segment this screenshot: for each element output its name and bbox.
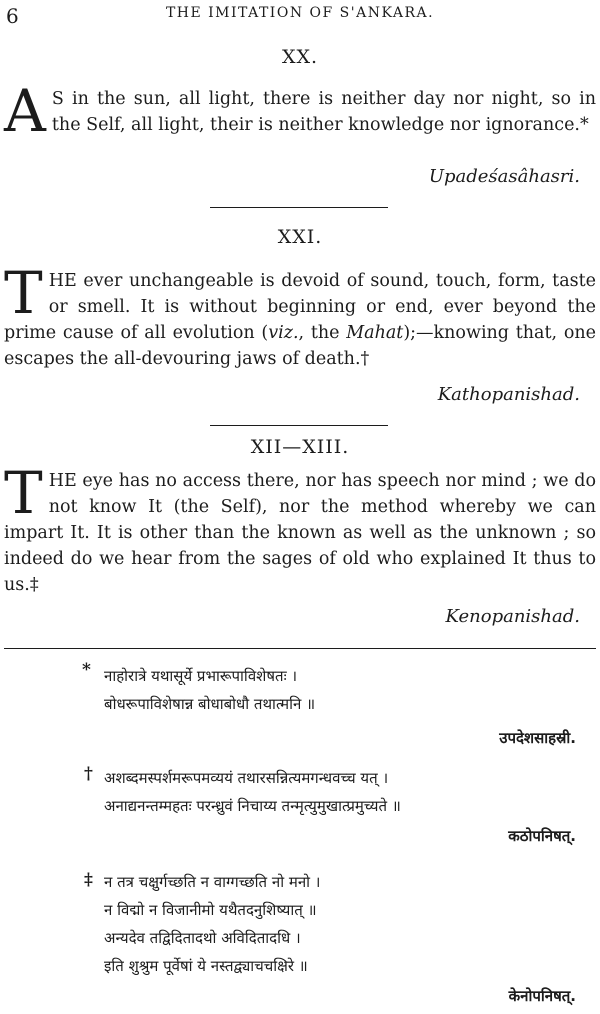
- footnote-mark: *: [82, 660, 91, 680]
- drop-cap: T: [4, 259, 43, 327]
- page-number: 6: [6, 4, 19, 28]
- footnote-source: उपदेशसाहस्री.: [499, 729, 576, 747]
- footnote-separator: [4, 648, 596, 649]
- verse-line: अनाद्यनन्तम्महतः परन्ध्रुवं निचाय्य तन्मृत्युमुखात्प्रमुच्यते ॥: [104, 797, 401, 815]
- section-paragraph-xxi: [4, 259, 596, 372]
- verse-line: बोधरूपाविशेषान्न बोधाबोधौ तथात्मनि ॥: [104, 695, 316, 713]
- paragraph-text: HE eye has no access there, nor has speech nor mind ; we do not know It (the Self), nor the method whereby we can impart It. It is other than the known as well as the unknown ; so indeed do we hear from the sages of old who explained It thus to us.‡: [4, 471, 596, 595]
- verse-line: अशब्दमस्पर्शमरूपमव्ययं तथारसन्नित्यमगन्धवच्च यत् ।: [104, 769, 389, 787]
- footnote-verse: [104, 868, 320, 980]
- source-citation: Kenopanishad.: [445, 606, 580, 627]
- section-paragraph-xx: [4, 77, 596, 145]
- verse-line: न तत्र चक्षुर्गच्छति न वाग्गच्छति नो मनो ।: [104, 873, 321, 891]
- drop-cap: T: [4, 459, 43, 527]
- paragraph-text: , the: [298, 323, 347, 343]
- verse-line: इति शुश्रुम पूर्वेषां ये नस्तद्व्याचचक्षिरे ॥: [104, 957, 308, 975]
- footnote-verse: [104, 764, 401, 820]
- source-citation: Kathopanishad.: [437, 384, 580, 405]
- footnote-source: कठोपनिषत्.: [508, 827, 576, 845]
- footnote-source: केनोपनिषत्.: [508, 987, 576, 1005]
- drop-cap: A: [4, 77, 46, 145]
- italic-term: viz.: [268, 323, 299, 343]
- section-paragraph-xii-xiii: [4, 459, 596, 598]
- paragraph-text: );—knowing that, one escapes the all-devouring jaws of death.†: [4, 323, 596, 369]
- section-heading-xii-xiii: XII—XIII.: [250, 436, 350, 458]
- footnote-verse: [104, 662, 315, 718]
- paragraph-text: HE ever unchangeable is devoid of sound, touch, form, taste or smell. It is without beginning or end, ever beyond the prime cause of all evolution (: [4, 271, 596, 343]
- verse-line: नाहोरात्रे यथासूर्ये प्रभारूपाविशेषतः ।: [104, 667, 298, 685]
- section-heading-xx: XX.: [281, 46, 319, 68]
- running-head: THE IMITATION OF S'ANKARA.: [165, 5, 435, 21]
- verse-line: अन्यदेव तद्विदितादथो अविदितादधि ।: [104, 929, 301, 947]
- footnote-mark: ‡: [84, 870, 93, 890]
- section-divider: [210, 425, 388, 426]
- source-citation: Upadeśasâhasri.: [428, 166, 580, 187]
- paragraph-text: S in the sun, all light, there is neither day nor night, so in the Self, all light, their is neither knowledge nor ignorance.*: [51, 89, 596, 135]
- italic-term: Mahat: [346, 323, 404, 343]
- section-divider: [210, 207, 388, 208]
- footnote-mark: †: [84, 764, 93, 784]
- verse-line: न विद्मो न विजानीमो यथैतदनुशिष्यात् ॥: [104, 901, 317, 919]
- section-heading-xxi: XXI.: [277, 226, 323, 248]
